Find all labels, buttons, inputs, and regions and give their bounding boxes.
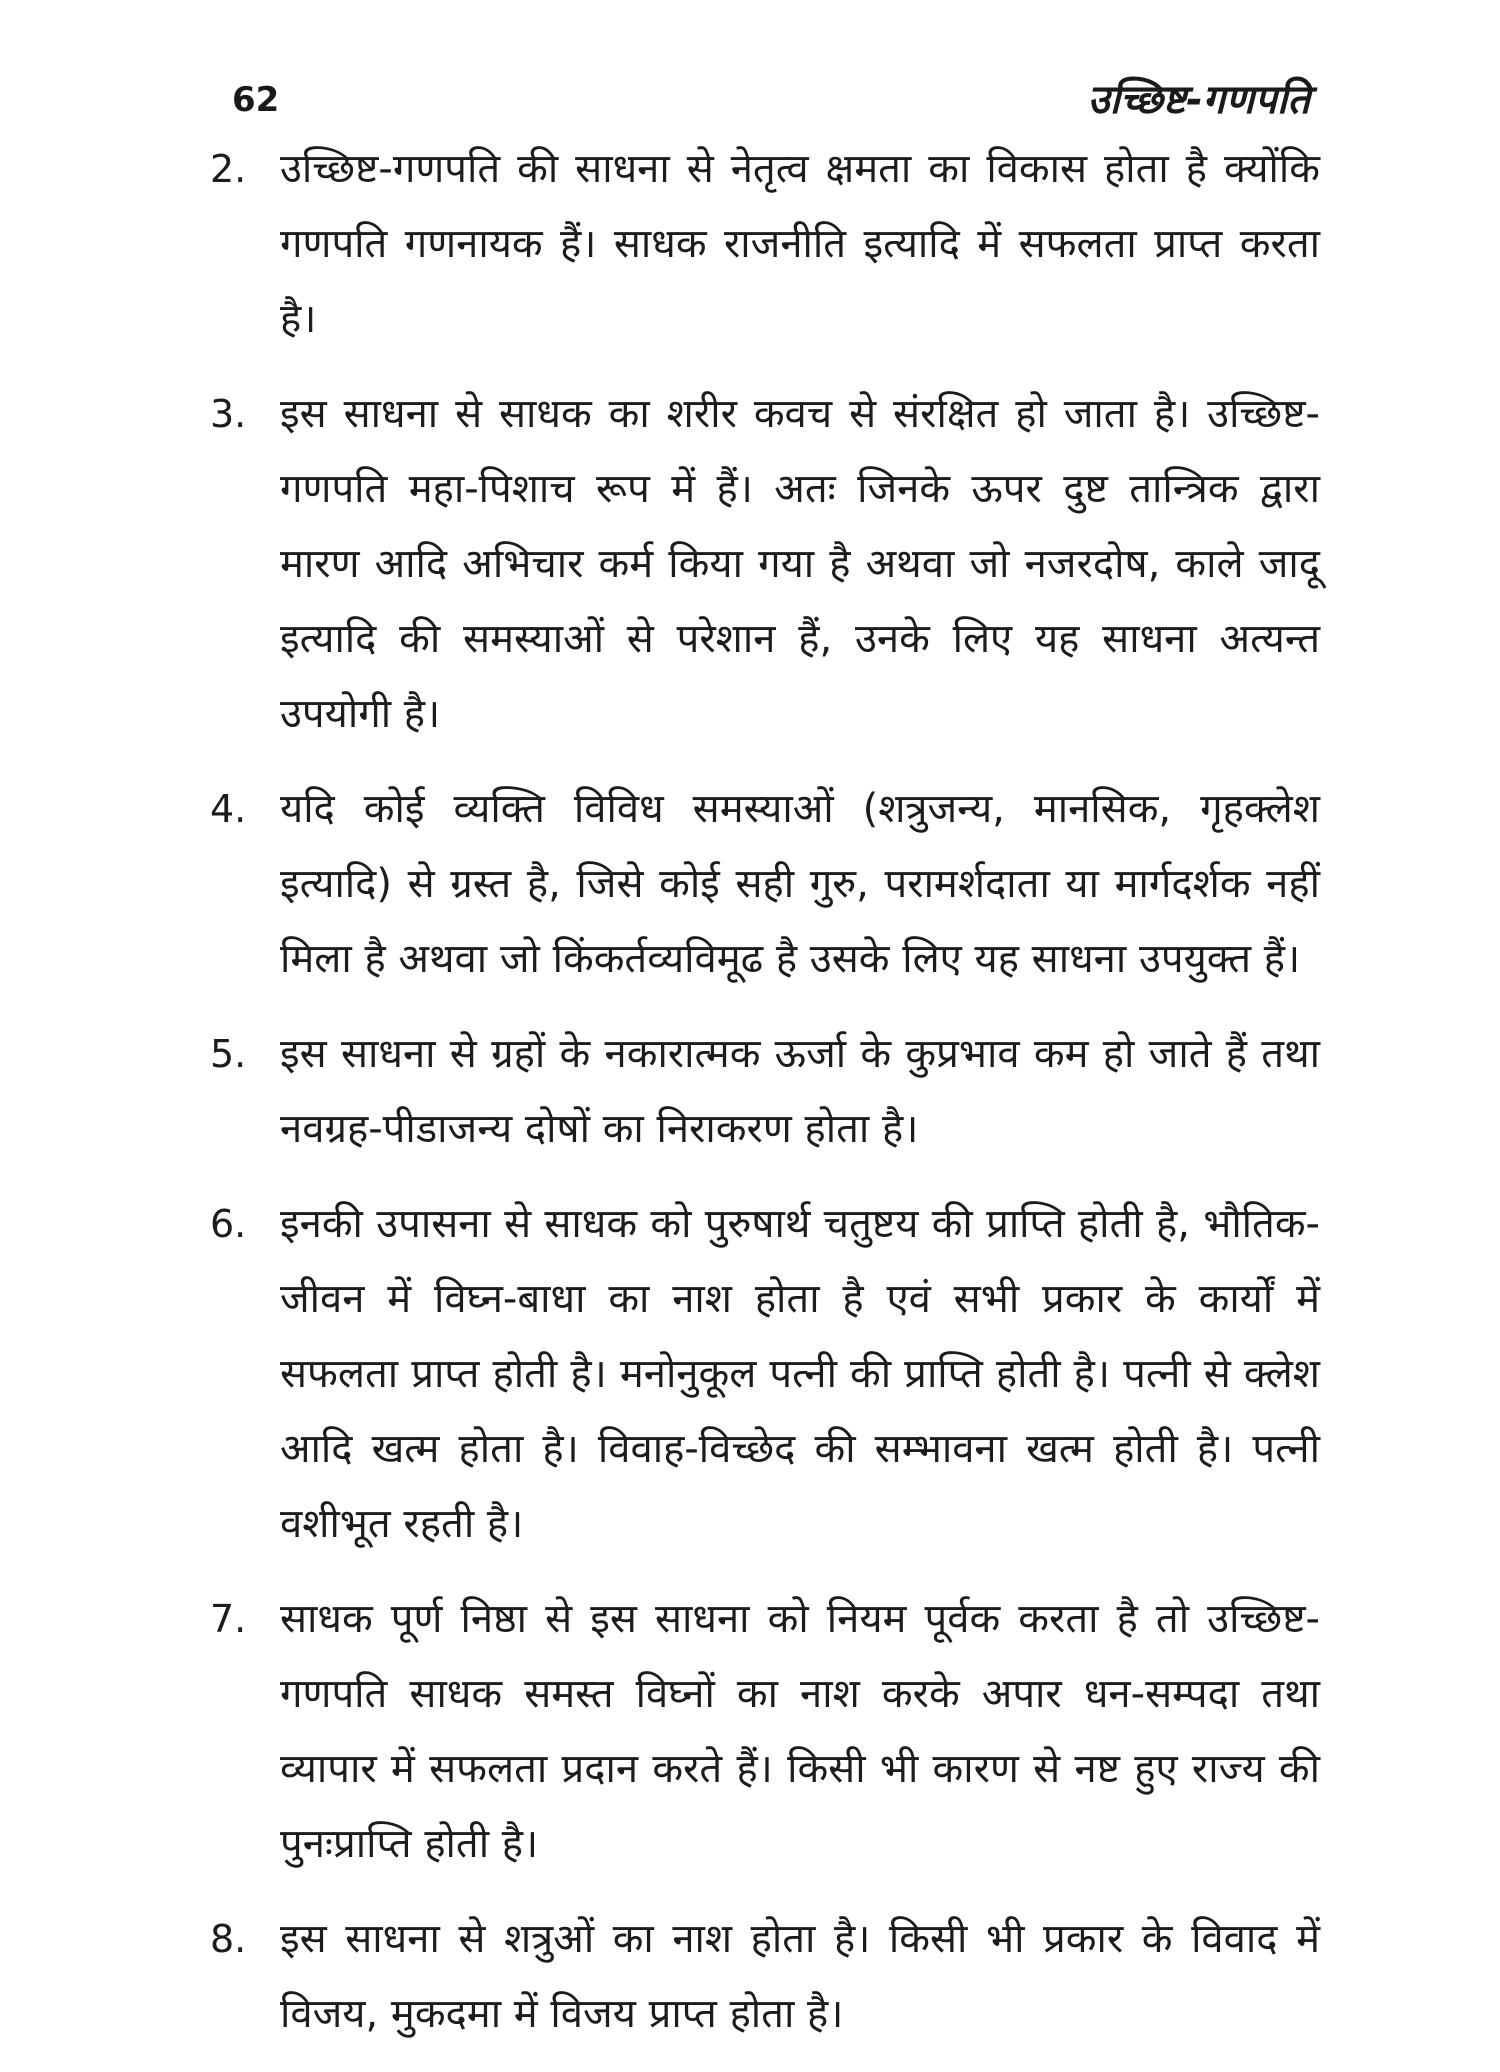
- page-number: 62: [232, 80, 280, 120]
- list-item-number: 6.: [210, 1202, 247, 1246]
- list-item-text: उच्छिष्ट-गणपति की साधना से नेतृत्व क्षमता का विकास होता है क्योंकि गणपति गणनायक हैं। साधक राजनीति इत्यादि में सफलता प्राप्त करता है।: [280, 146, 1320, 342]
- list-item-number: 8.: [210, 1917, 247, 1961]
- list-item: [210, 1187, 1320, 1562]
- list-item: [210, 132, 1320, 357]
- list-item-text: इस साधना से शत्रुओं का नाश होता है। किसी भी प्रकार के विवाद में विजय, मुकदमा में विजय प्राप्त होता है।: [280, 1916, 1320, 2037]
- list-item-text: इस साधना से साधक का शरीर कवच से संरक्षित हो जाता है। उच्छिष्ट-गणपति महा-पिशाच रूप में हैं। अतः जिनके ऊपर दुष्ट तान्त्रिक द्वारा मारण आदि अभिचार कर्म किया गया है अथवा जो नजरदोष, काले जादू इत्यादि की समस्याओं से परेशान हैं, उनके लिए यह साधना अत्यन्त उपयोगी है।: [280, 391, 1320, 737]
- benefits-list: [210, 132, 1320, 2072]
- list-item-number: 3.: [210, 392, 247, 436]
- list-item-text: यदि कोई व्यक्ति विविध समस्याओं (शत्रुजन्य, मानसिक, गृहक्लेश इत्यादि) से ग्रस्त है, जिसे कोई सही गुरु, परामर्शदाता या मार्गदर्शक नहीं मिला है अथवा जो किंकर्तव्यविमूढ है उसके लिए यह साधना उपयुक्त हैं।: [280, 786, 1320, 982]
- list-item: [210, 1017, 1320, 1167]
- list-item-number: 4.: [210, 787, 247, 831]
- list-item: [210, 772, 1320, 997]
- list-item-number: 2.: [210, 147, 247, 191]
- list-item: [210, 1582, 1320, 1882]
- list-item-number: 7.: [210, 1597, 247, 1641]
- list-item-text: साधक पूर्ण निष्ठा से इस साधना को नियम पूर्वक करता है तो उच्छिष्ट-गणपति साधक समस्त विघ्नों का नाश करके अपार धन-सम्पदा तथा व्यापार में सफलता प्रदान करते हैं। किसी भी कारण से नष्ट हुए राज्य की पुनःप्राप्ति होती है।: [280, 1596, 1320, 1867]
- list-item-text: इस साधना से ग्रहों के नकारात्मक ऊर्जा के कुप्रभाव कम हो जाते हैं तथा नवग्रह-पीडाजन्य दोषों का निराकरण होता है।: [280, 1031, 1320, 1152]
- list-item-text: इनकी उपासना से साधक को पुरुषार्थ चतुष्टय की प्राप्ति होती है, भौतिक-जीवन में विघ्न-बाधा का नाश होता है एवं सभी प्रकार के कार्यों में सफलता प्राप्त होती है। मनोनुकूल पत्नी की प्राप्ति होती है। पत्नी से क्लेश आदि खत्म होता है। विवाह-विच्छेद की सम्भावना खत्म होती है। पत्नी वशीभूत रहती है।: [280, 1201, 1320, 1547]
- list-item-number: 5.: [210, 1032, 247, 1076]
- running-head-title: उच्छिष्ट-गणपति: [1087, 77, 1310, 123]
- list-item: [210, 1902, 1320, 2052]
- list-item: [210, 377, 1320, 752]
